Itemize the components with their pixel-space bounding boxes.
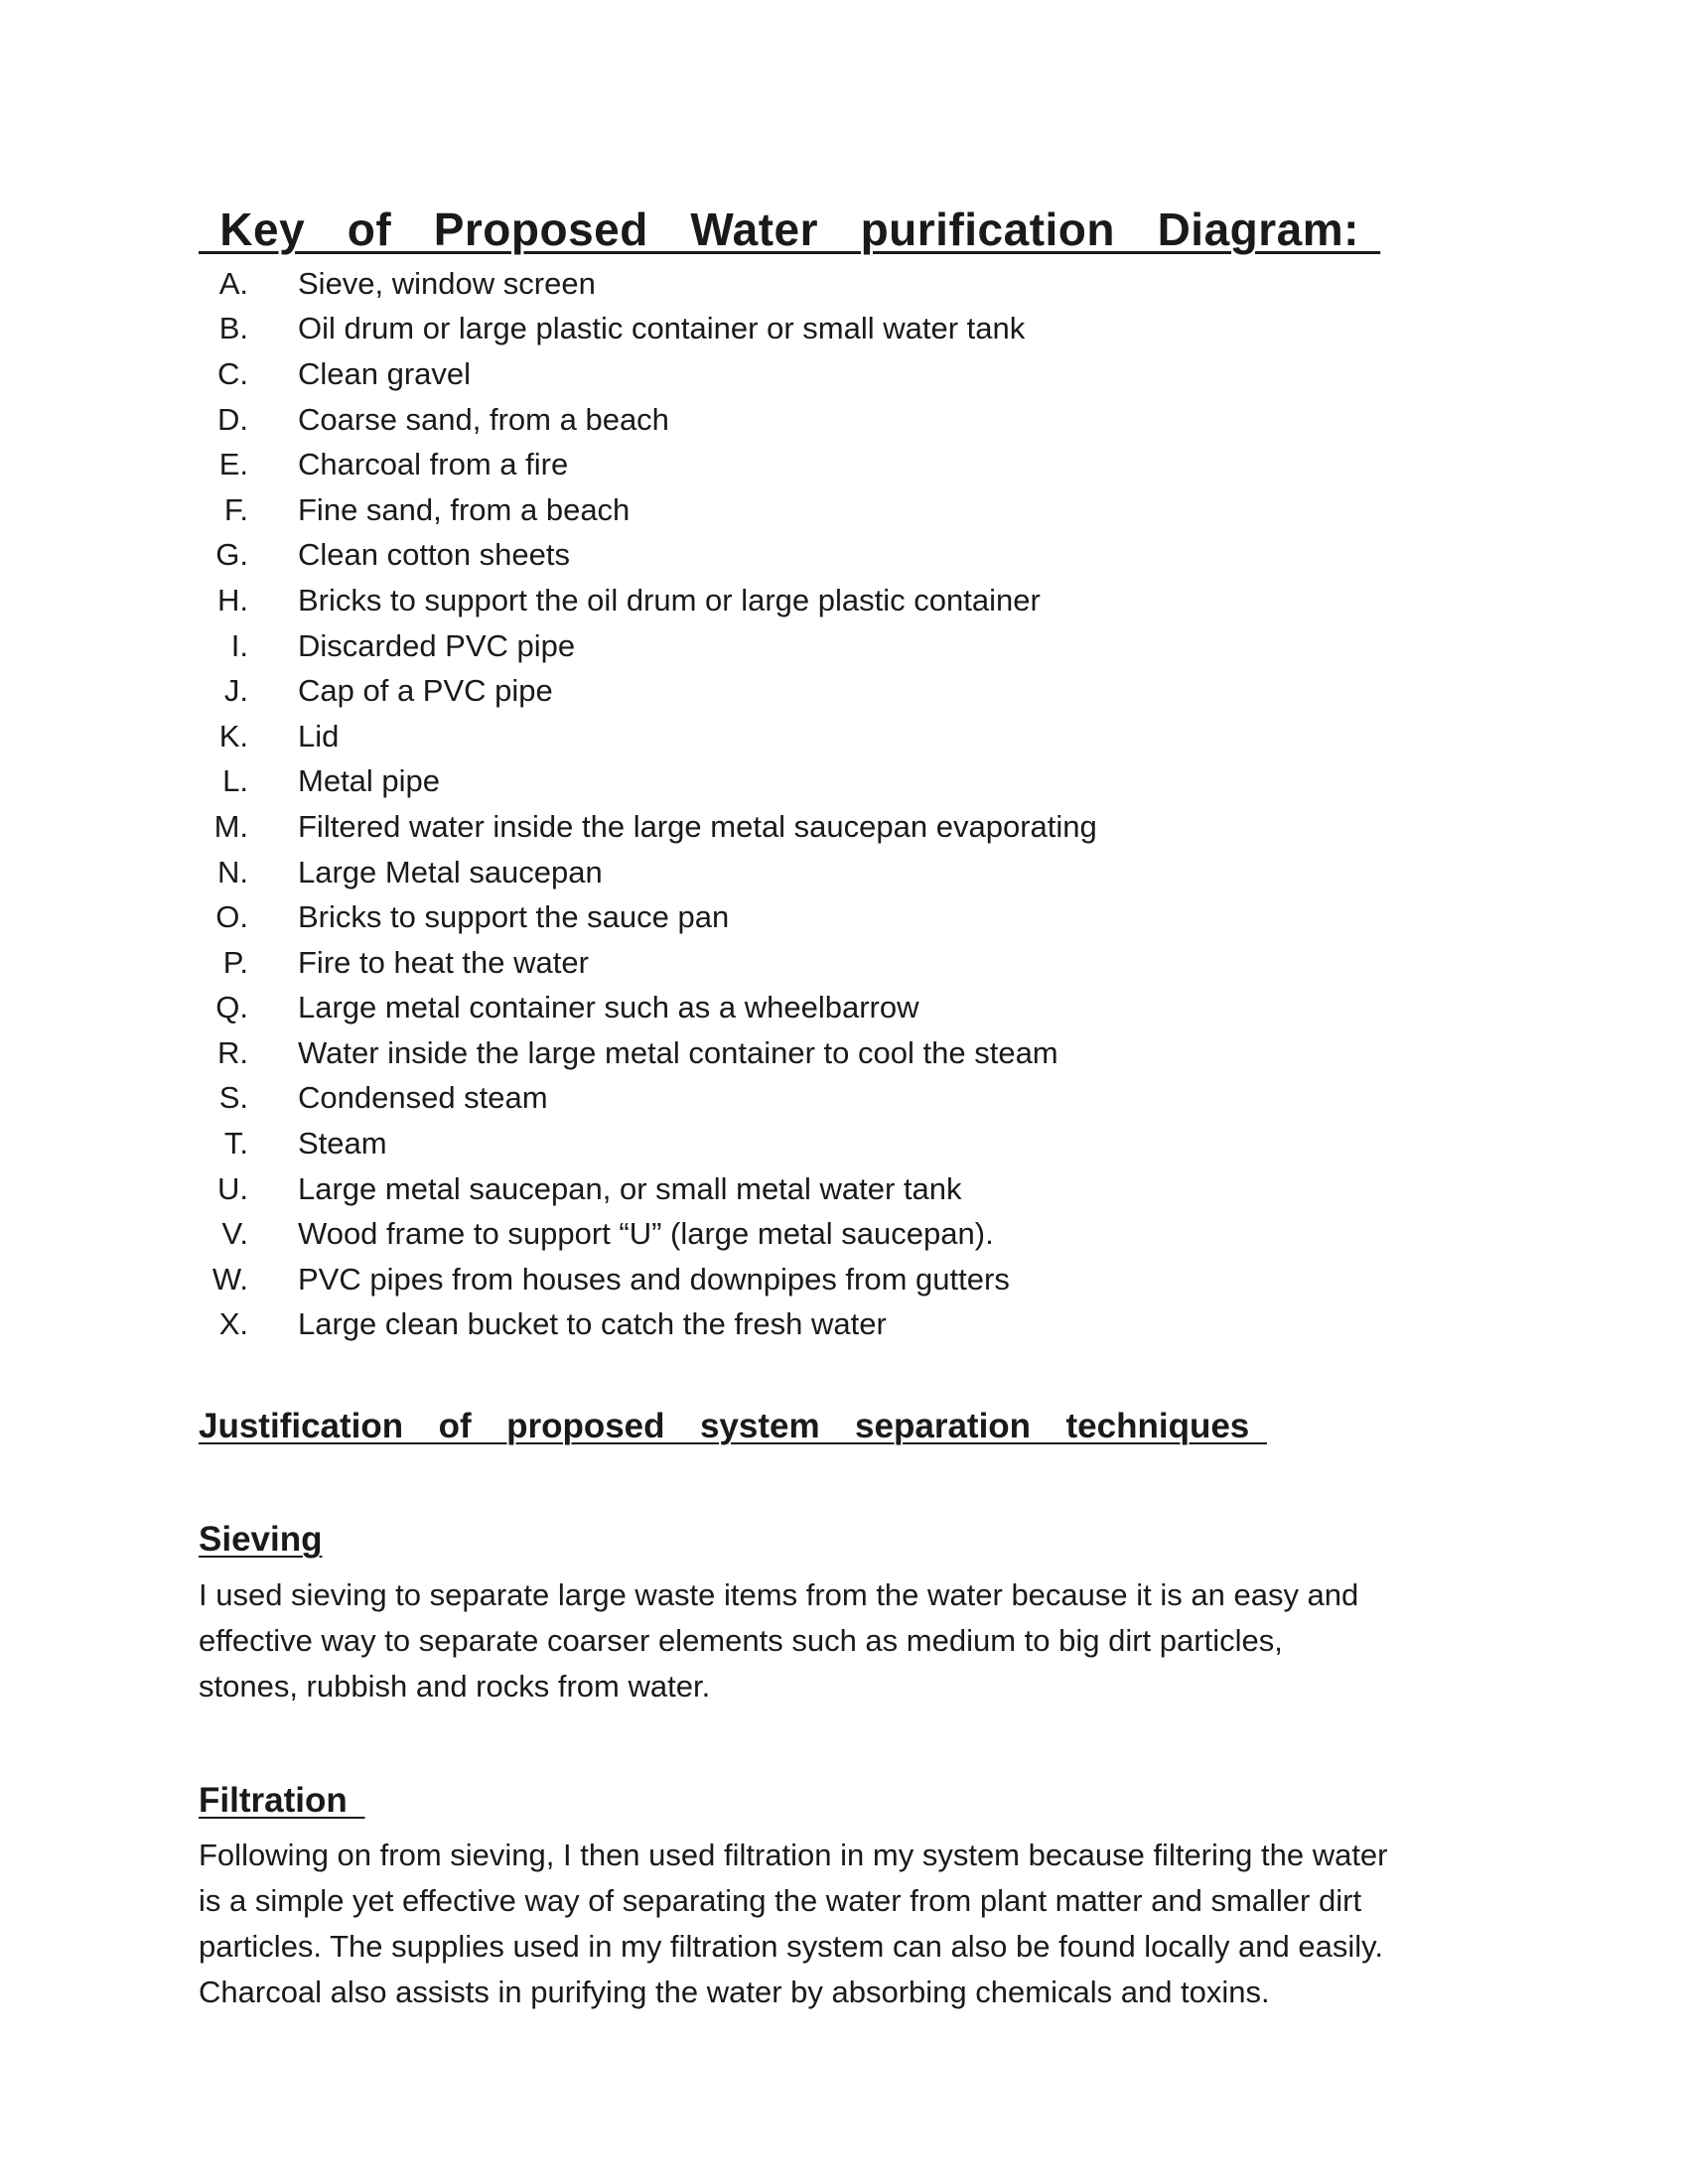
list-item-letter: E. [218, 447, 248, 482]
list-item-text: Bricks to support the oil drum or large plastic container [298, 582, 1041, 617]
list-item-text: Lid [298, 718, 340, 753]
paragraph-line: Charcoal also assists in purifying the water by absorbing chemicals and toxins. [199, 1975, 1270, 2009]
list-item-letter: R. [217, 1034, 248, 1070]
list-item-text: PVC pipes from houses and downpipes from gutters [298, 1261, 1010, 1297]
list-item [199, 1211, 1097, 1257]
list-item-letter: X. [218, 1306, 248, 1342]
list-item-letter: C. [217, 355, 248, 391]
list-item [199, 1030, 1097, 1076]
sieving-heading: Sieving [199, 1520, 323, 1559]
list-item [199, 261, 1097, 307]
paragraph-line: stones, rubbish and rocks from water. [199, 1669, 711, 1704]
list-item [199, 351, 1097, 397]
list-item-text: Clean cotton sheets [298, 537, 571, 573]
list-item [199, 1257, 1097, 1302]
list-item-text: Coarse sand, from a beach [298, 401, 669, 437]
list-item [199, 623, 1097, 669]
sieving-paragraph [199, 1572, 1489, 1709]
list-item [199, 1076, 1097, 1122]
list-item-text: Steam [298, 1126, 387, 1161]
list-item [199, 986, 1097, 1031]
paragraph-line: is a simple yet effective way of separating the water from plant matter and smaller dirt [199, 1883, 1362, 1918]
list-item-text: Charcoal from a fire [298, 447, 569, 482]
list-item-letter: H. [217, 582, 248, 617]
list-item [199, 307, 1097, 352]
list-item [199, 850, 1097, 895]
list-item-letter: L. [222, 763, 248, 799]
list-item-text: Metal pipe [298, 763, 441, 799]
list-item-text: Oil drum or large plastic container or small water tank [298, 311, 1026, 346]
list-item [199, 487, 1097, 533]
key-list [199, 261, 1097, 1347]
list-item-text: Fine sand, from a beach [298, 491, 631, 527]
list-item-letter: A. [218, 265, 248, 301]
list-item-letter: U. [217, 1170, 248, 1206]
list-item-letter: F. [223, 491, 248, 527]
list-item-letter: P. [222, 944, 248, 980]
paragraph-line: effective way to separate coarser elements such as medium to big dirt particles, [199, 1623, 1283, 1658]
list-item-letter: B. [218, 311, 248, 346]
list-item-text: Filtered water inside the large metal saucepan evaporating [298, 808, 1097, 844]
list-item [199, 894, 1097, 940]
list-item-letter: K. [218, 718, 248, 753]
paragraph-line: particles. The supplies used in my filtration system can also be found locally and easily. [199, 1929, 1383, 1964]
list-item-text: Discarded PVC pipe [298, 627, 576, 663]
list-item [199, 1166, 1097, 1212]
list-item-text: Water inside the large metal container to cool the steam [298, 1034, 1058, 1070]
list-item-text: Large clean bucket to catch the fresh water [298, 1306, 887, 1342]
list-item [199, 1302, 1097, 1348]
justification-heading: Justification of proposed system separation techniques [199, 1407, 1267, 1445]
list-item-letter: Q. [215, 990, 248, 1025]
page-title: Key of Proposed Water purification Diagram: [199, 204, 1381, 255]
list-item-text: Large metal container such as a wheelbarrow [298, 990, 919, 1025]
list-item [199, 397, 1097, 443]
list-item-letter: J. [223, 673, 248, 709]
list-item-text: Wood frame to support “U” (large metal saucepan). [298, 1216, 994, 1252]
list-item [199, 759, 1097, 805]
list-item-text: Fire to heat the water [298, 944, 589, 980]
paragraph-line: I used sieving to separate large waste items from the water because it is an easy and [199, 1577, 1359, 1612]
list-item-letter: N. [217, 854, 248, 889]
list-item-text: Bricks to support the sauce pan [298, 899, 730, 935]
list-item-text: Large metal saucepan, or small metal water tank [298, 1170, 962, 1206]
list-item-letter: O. [215, 899, 248, 935]
filtration-heading: Filtration [199, 1781, 365, 1820]
list-item [199, 442, 1097, 487]
list-item [199, 714, 1097, 759]
list-item-text: Clean gravel [298, 355, 472, 391]
list-item-letter: T. [223, 1126, 248, 1161]
list-item-letter: D. [217, 401, 248, 437]
filtration-paragraph [199, 1833, 1489, 2015]
list-item [199, 804, 1097, 850]
list-item-letter: S. [218, 1080, 248, 1116]
list-item [199, 668, 1097, 714]
list-item [199, 1121, 1097, 1166]
list-item [199, 533, 1097, 579]
list-item [199, 940, 1097, 986]
list-item-text: Large Metal saucepan [298, 854, 603, 889]
list-item-text: Condensed steam [298, 1080, 548, 1116]
list-item-letter: G. [215, 537, 248, 573]
list-item [199, 578, 1097, 623]
list-item-text: Cap of a PVC pipe [298, 673, 553, 709]
list-item-letter: W. [211, 1261, 248, 1297]
list-item-letter: I. [230, 627, 248, 663]
list-item-letter: V. [221, 1216, 248, 1252]
paragraph-line: Following on from sieving, I then used filtration in my system because filtering the water [199, 1838, 1388, 1872]
list-item-text: Sieve, window screen [298, 265, 596, 301]
list-item-letter: M. [213, 808, 248, 844]
